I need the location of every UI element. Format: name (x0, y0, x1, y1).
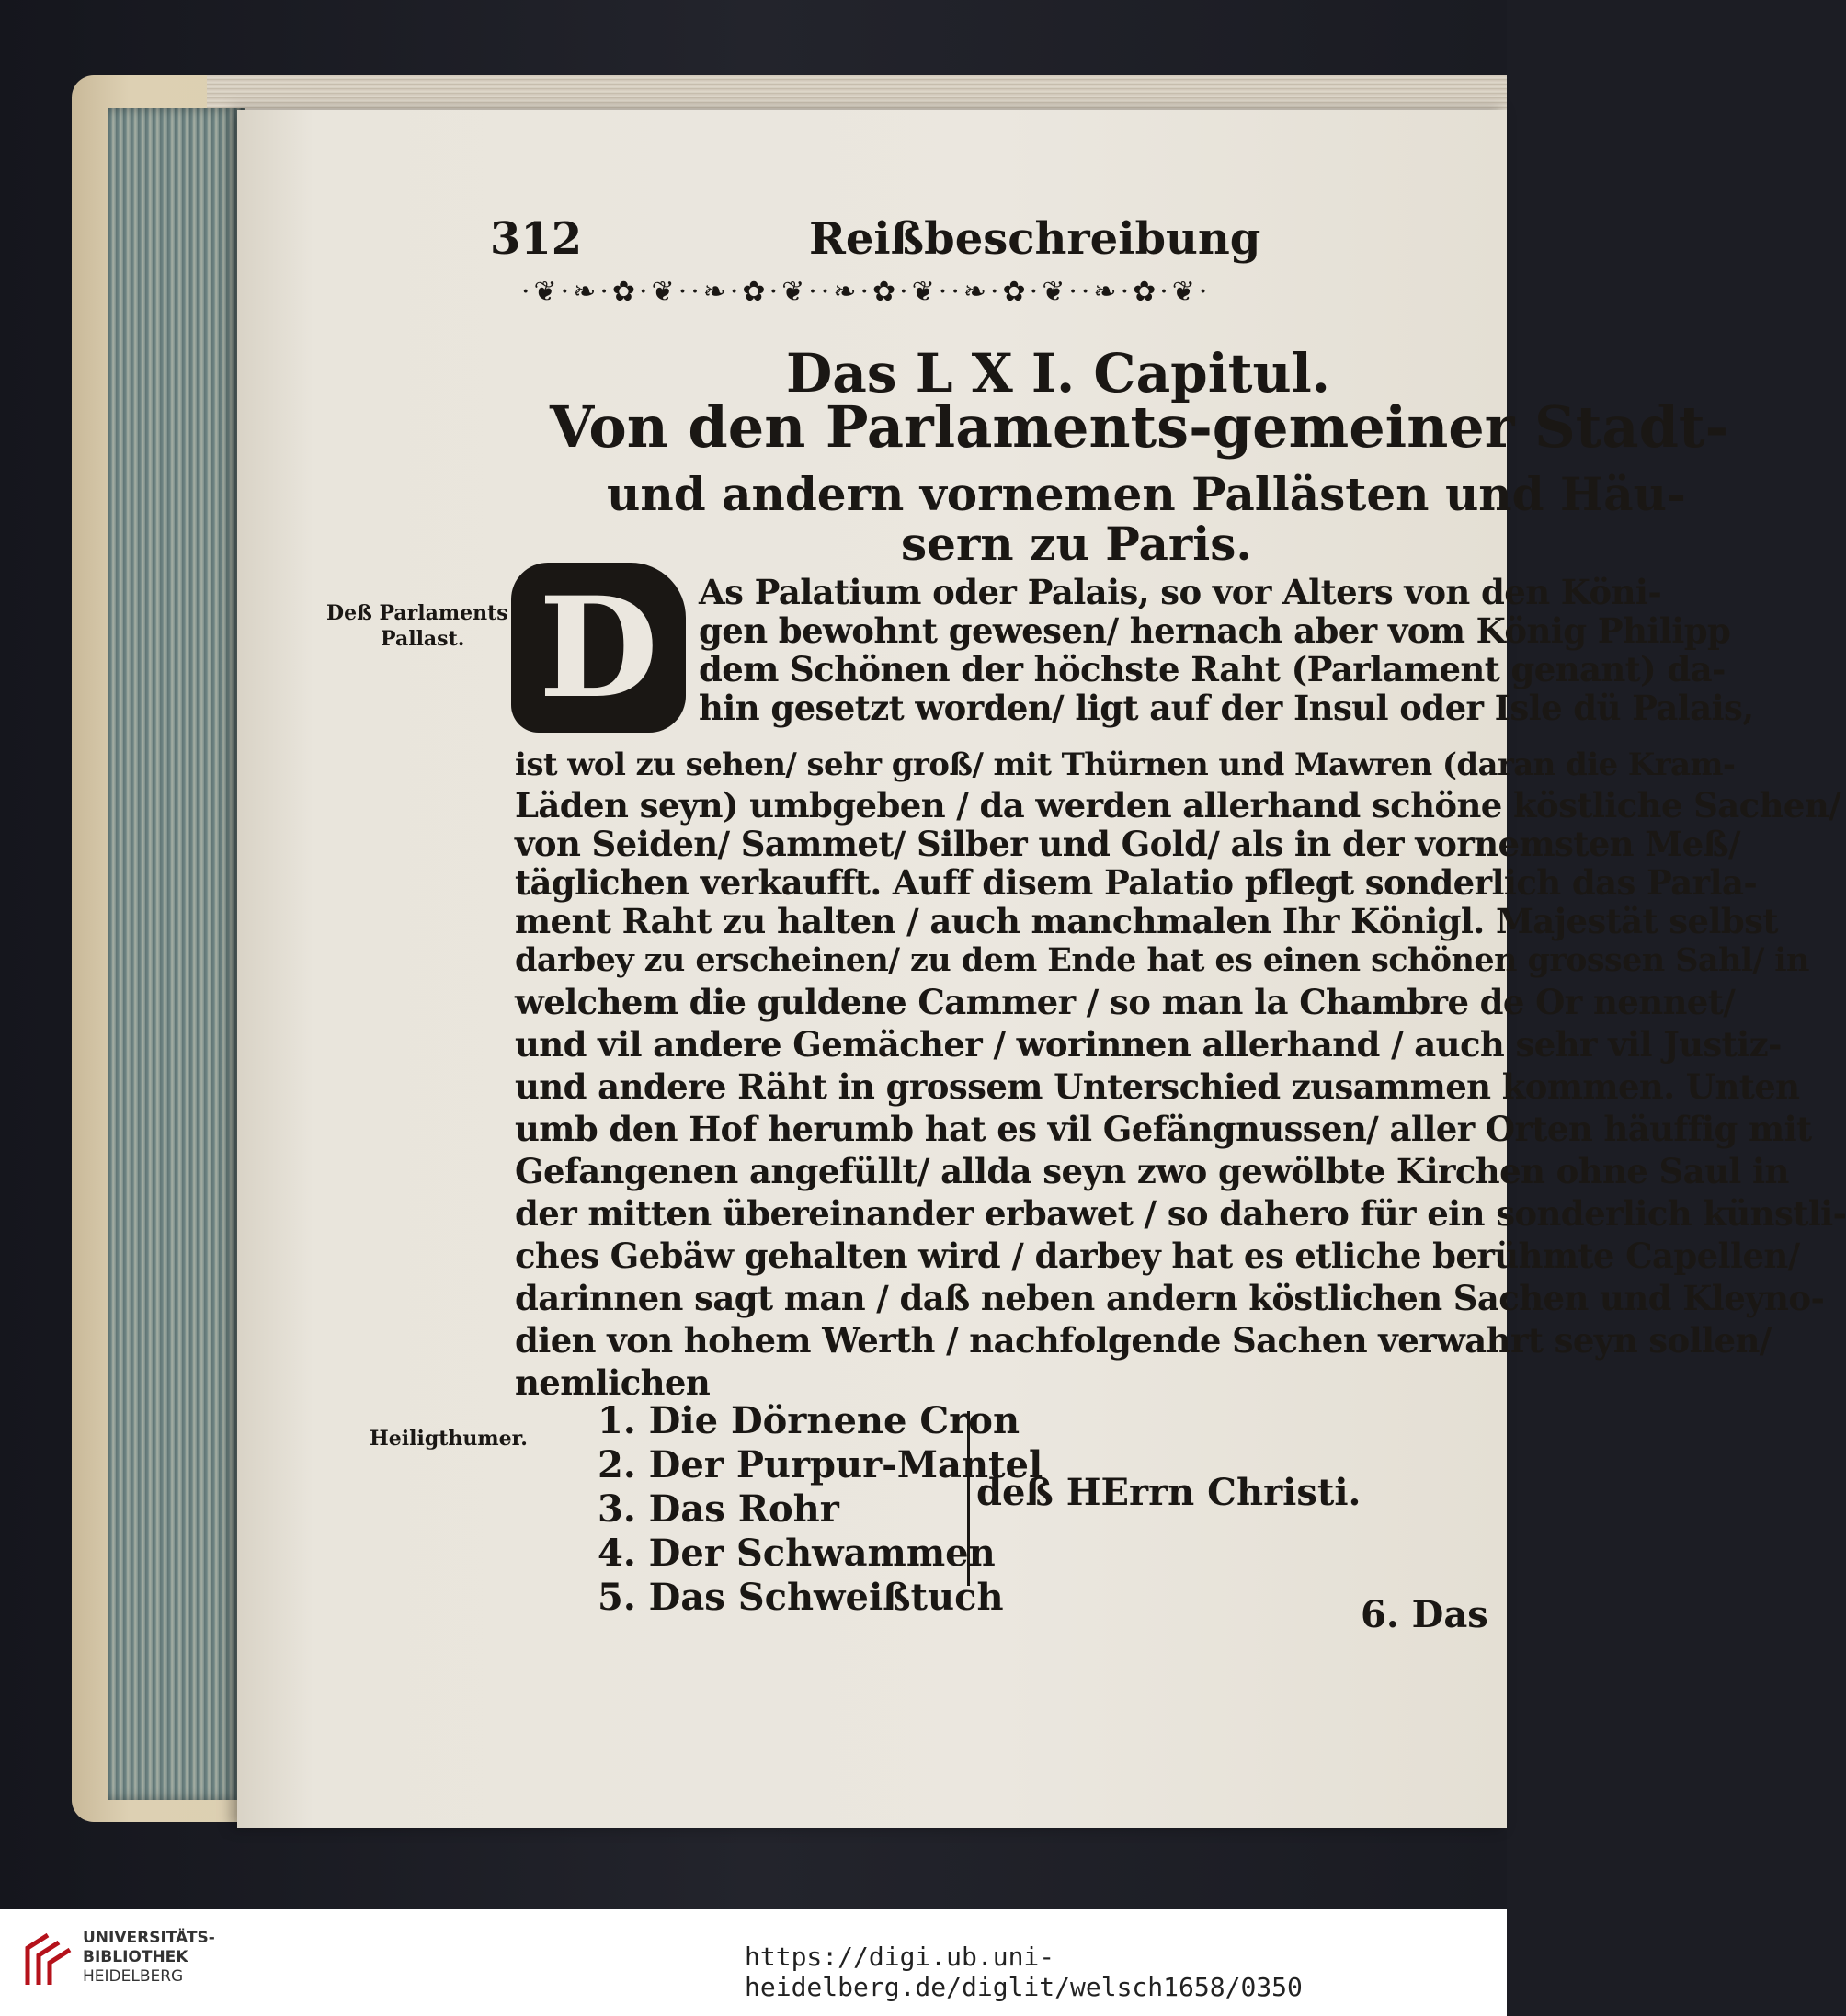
list-suffix: deß HErrn Christi. (976, 1471, 1362, 1514)
body-line: darbey zu erscheinen/ zu dem Ende hat es einen schönen grossen Sahl/ in (515, 941, 1809, 979)
library-name-line: UNIVERSITÄTS- (83, 1929, 215, 1947)
margin-note-palace: Deß Parlaments (326, 601, 508, 625)
library-logo-icon[interactable] (20, 1928, 74, 1992)
body-line: dem Schönen der höchste Raht (Parlament genant) da- (699, 649, 1726, 689)
body-line: umb den Hof herumb hat es vil Gefängnussen/ aller Orten häuffig mit (515, 1109, 1812, 1149)
body-line: welchem die guldene Cammer / so man la Chambre de Or nennet/ (515, 982, 1736, 1022)
body-line: und andere Räht in grossem Unterschied zusammen kommen. Unten (515, 1066, 1800, 1107)
margin-note-palace: Pallast. (381, 627, 465, 651)
body-line: nemlichen (515, 1362, 711, 1403)
body-line: der mitten übereinander erbawet / so dahero für ein sonderlich künstli- (515, 1193, 1846, 1234)
chapter-title-line: und andern vornemen Pallästen und Häu- (607, 467, 1686, 521)
list-item: 3. Das Rohr (598, 1487, 839, 1531)
list-item: 5. Das Schweißtuch (598, 1576, 1004, 1619)
library-name-line: HEIDELBERG (83, 1967, 184, 1986)
body-line: von Seiden/ Sammet/ Silber und Gold/ als in der vornemsten Meß/ (515, 824, 1740, 864)
chapter-title-line: Von den Parlaments-gemeiner Stadt- (550, 393, 1729, 461)
source-url[interactable]: https://digi.ub.uni-heidelberg.de/diglit/welsch1658/0350 (745, 1942, 1303, 2002)
page-fore-edges (108, 108, 245, 1800)
decorated-initial: D (511, 563, 686, 733)
list-item: 1. Die Dörnene Cron (598, 1399, 1020, 1442)
chapter-title-line: sern zu Paris. (901, 517, 1252, 571)
library-name-line: BIBLIOTHEK (83, 1948, 188, 1966)
chapter-heading: Das L X I. Capitul. (786, 342, 1330, 404)
body-line: As Palatium oder Palais, so vor Alters von den Köni- (699, 572, 1662, 612)
body-line: Läden seyn) umbgeben / da werden allerhand schöne köstliche Sachen/ (515, 785, 1841, 826)
body-line: täglichen verkaufft. Auff disem Palatio pflegt sonderlich das Parla- (515, 862, 1758, 903)
list-item: 2. Der Purpur-Mantel (598, 1443, 1043, 1486)
body-line: hin gesetzt worden/ ligt auf der Insul oder Isle dü Palais, (699, 688, 1754, 728)
list-brace (956, 1411, 970, 1586)
body-line: darinnen sagt man / daß neben andern köstlichen Sachen und Kleyno- (515, 1278, 1825, 1318)
body-line: ches Gebäw gehalten wird / darbey hat es etliche berühmte Capellen/ (515, 1236, 1800, 1276)
catchword: 6. Das (1361, 1593, 1488, 1636)
list-item: 4. Der Schwammen (598, 1532, 996, 1575)
running-head-title: Reißbeschreibung (809, 213, 1261, 265)
library-name[interactable] (83, 1929, 215, 1987)
body-line: ist wol zu sehen/ sehr groß/ mit Thürnen und Mawren (daran die Kram- (515, 746, 1736, 783)
body-line: und vil andere Gemächer / worinnen allerhand / auch sehr vil Justiz- (515, 1024, 1782, 1065)
body-line: Gefangenen angefüllt/ allda seyn zwo gewölbte Kirchen ohne Saul in (515, 1151, 1789, 1191)
body-line: dien von hohem Werth / nachfolgende Sachen verwahrt seyn sollen/ (515, 1320, 1772, 1361)
ornament-border: ·❦·❧·✿·❦··❧·✿·❦··❧·✿·❦··❧·✿·❦··❧·✿·❦· (521, 276, 1212, 308)
margin-note-relics: Heiligthumer. (370, 1427, 528, 1451)
page-number: 312 (490, 213, 583, 265)
body-line: ment Raht zu halten / auch manchmalen Ihr Königl. Majestät selbst (515, 901, 1778, 941)
body-line: gen bewohnt gewesen/ hernach aber vom König Philipp (699, 610, 1731, 651)
page-top-edges (207, 75, 1507, 112)
